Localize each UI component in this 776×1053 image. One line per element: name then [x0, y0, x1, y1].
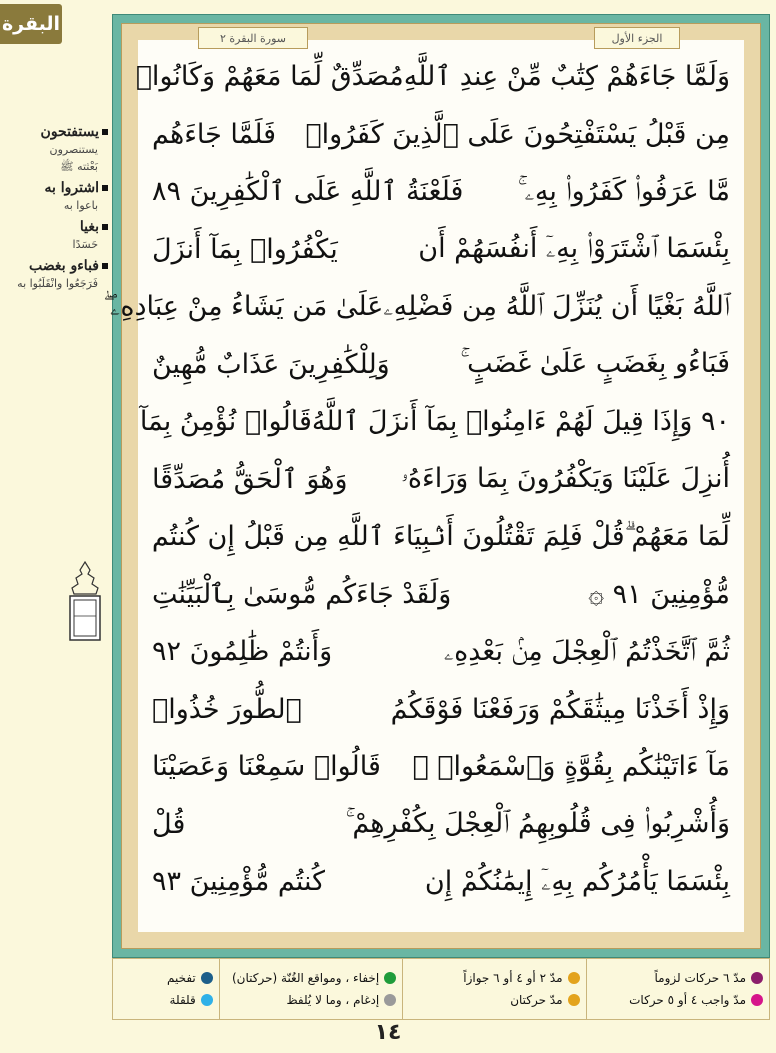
- verse-line: [152, 566, 730, 624]
- verse-segment: قُلْ: [152, 808, 186, 840]
- color-dot-icon: [201, 972, 213, 984]
- verse-line: [152, 336, 730, 394]
- verse-line: [103, 278, 730, 336]
- verse-segment: فَلَعْنَةُ ٱللَّهِ عَلَى ٱلْكَٰفِرِينَ ٨٩: [152, 176, 464, 208]
- quran-text-area: [103, 31, 744, 932]
- ornamental-border: [103, 23, 761, 949]
- legend-label: مدّ ٢ أو ٤ أو ٦ جوازاً: [463, 971, 563, 985]
- legend-item: [409, 967, 579, 989]
- page-frame: [103, 14, 770, 958]
- verse-line: [152, 451, 730, 509]
- verse-segment: كُنتُم مُّؤْمِنِينَ ٩٣: [152, 866, 326, 898]
- verse-segment: قَالُوا۟ سَمِعْنَا وَعَصَيْنَا: [152, 751, 381, 783]
- verse-segment: مِن قَبْلُ يَسْتَفْتِحُونَ عَلَى ٱلَّذِينَ كَفَرُوا۟: [305, 118, 730, 150]
- verse-segment: مُّؤْمِنِينَ ٩١ ۞: [588, 578, 730, 610]
- glossary-meaning: بَعْثته ﷺ: [60, 160, 98, 173]
- color-dot-icon: [568, 972, 580, 984]
- verse-line: [152, 508, 730, 566]
- verse-segment: أُنزِلَ عَلَيْنَا وَيَكْفُرُونَ بِمَا وَرَاءَهُۥ: [401, 463, 730, 495]
- verse-segment: مُصَدِّقٌ لِّمَا مَعَهُمْ وَكَانُوا۟: [135, 61, 404, 93]
- verse-segment: ٱلطُّورَ خُذُوا۟: [152, 693, 302, 725]
- legend-item: [226, 989, 396, 1011]
- legend-column: [219, 959, 402, 1019]
- legend-column: [113, 959, 219, 1019]
- page-number: ١٤: [374, 1020, 402, 1045]
- verse-segment: مَآ ءَاتَيْنَٰكُم بِقُوَّةٍ وَٱسْمَعُوا۟ ۖ: [412, 751, 730, 783]
- glossary-word: بغيا: [0, 219, 112, 235]
- legend-item: [593, 989, 763, 1011]
- verse-segment: بِئْسَمَا يَأْمُرُكُم بِهِۦٓ إِيمَٰنُكُمْ إِن: [424, 865, 730, 897]
- verse-segment: مَّا عَرَفُوا۟ كَفَرُوا۟ بِهِۦ ۚ: [517, 175, 730, 207]
- color-dot-icon: [568, 994, 580, 1006]
- verse-line: [152, 681, 730, 739]
- verse-line: [152, 796, 730, 854]
- color-dot-icon: [384, 972, 396, 984]
- verse-segment: وَلِلْكَٰفِرِينَ عَذَابٌ مُّهِينٌ: [152, 348, 390, 380]
- color-dot-icon: [384, 994, 396, 1006]
- legend-item: [409, 989, 579, 1011]
- bullet-icon: [102, 224, 108, 230]
- verse-line: [152, 106, 730, 164]
- verse-segment: ٱللَّهُ بَغْيًا أَن يُنَزِّلَ ٱللَّهُ مِن فَضْلِهِۦ: [383, 290, 730, 322]
- verse-segment: وَأُشْرِبُوا۟ فِى قُلُوبِهِمُ ٱلْعِجْلَ بِكُفْرِهِمْ ۚ: [345, 808, 730, 840]
- verse-lines: [103, 40, 744, 932]
- legend-label: قلقلة: [169, 993, 196, 1007]
- glossary-word: فباءو بغضب: [0, 258, 112, 274]
- hizb-marker-icon: [66, 560, 104, 644]
- verse-line: [152, 221, 730, 279]
- color-dot-icon: [201, 994, 213, 1006]
- glossary-meaning: فَرَجَعُوا وانْقَلَبُوا به: [17, 277, 98, 290]
- verse-segment: يَكْفُرُوا۟ بِمَآ أَنزَلَ: [152, 233, 338, 265]
- legend-label: تفخيم: [166, 971, 196, 985]
- glossary-meaning: يستنصرون: [49, 143, 98, 156]
- glossary-meaning: حَسَدًا: [72, 238, 98, 251]
- bullet-icon: [102, 129, 108, 135]
- bullet-icon: [102, 185, 108, 191]
- verse-segment: عَلَىٰ مَن يَشَاءُ مِنْ عِبَادِهِۦ ۖ: [103, 290, 384, 322]
- tajweed-legend: [112, 958, 770, 1020]
- legend-column: [586, 959, 769, 1019]
- legend-column: [402, 959, 585, 1019]
- legend-label: مدّ ٦ حركات لزوماً: [654, 971, 746, 985]
- juz-header-label: الجزء الأول: [594, 27, 680, 49]
- verse-segment: قُلْ فَلِمَ تَقْتُلُونَ أَنۢبِيَاءَ ٱللَّهِ مِن قَبْلُ إِن كُنتُم: [151, 521, 625, 553]
- bullet-icon: [102, 263, 108, 269]
- surah-name-tab: البقرة: [0, 4, 62, 44]
- verse-line: [152, 738, 730, 796]
- verse-segment: ٩٠ وَإِذَا قِيلَ لَهُمْ ءَامِنُوا۟ بِمَآ أَنزَلَ ٱللَّهُ: [311, 406, 730, 438]
- verse-segment: قَالُوا۟ نُؤْمِنُ بِمَآ: [139, 406, 312, 438]
- glossary-meaning: باعوا به: [63, 199, 98, 212]
- glossary-word: اشتروا به: [0, 180, 112, 196]
- verse-line: [152, 163, 730, 221]
- verse-segment: فَلَمَّا جَاءَهُم: [152, 118, 277, 150]
- verse-segment: وَهُوَ ٱلْحَقُّ مُصَدِّقًا: [152, 463, 348, 495]
- legend-label: مدّ حركتان: [510, 993, 563, 1007]
- legend-label: إخفاء ، ومواقع الغُنّة (حركتان): [231, 971, 380, 985]
- verse-line: [139, 393, 730, 451]
- legend-label: مدّ واجب ٤ أو ٥ حركات: [629, 993, 746, 1007]
- verse-line: [152, 623, 730, 681]
- verse-segment: ثُمَّ ٱتَّخَذْتُمُ ٱلْعِجْلَ مِنۢ بَعْدِهِۦ: [443, 635, 730, 667]
- glossary-word: يستفتحون: [0, 124, 112, 140]
- legend-label: إدغام ، وما لا يُلفظ: [286, 993, 380, 1007]
- legend-item: [119, 967, 213, 989]
- verse-segment: وَإِذْ أَخَذْنَا مِيثَٰقَكُمْ وَرَفَعْنَا فَوْقَكُمُ: [390, 693, 730, 725]
- verse-segment: وَأَنتُمْ ظَٰلِمُونَ ٩٢: [152, 636, 333, 668]
- verse-line: [152, 853, 730, 911]
- verse-segment: بِئْسَمَا ٱشْتَرَوْا۟ بِهِۦٓ أَنفُسَهُمْ أَن: [418, 233, 730, 265]
- glossary-margin: [0, 118, 112, 291]
- legend-item: [593, 967, 763, 989]
- legend-item: [226, 967, 396, 989]
- verse-segment: وَلَمَّا جَاءَهُمْ كِتَٰبٌ مِّنْ عِندِ ٱللَّهِ: [403, 61, 730, 93]
- verse-segment: لِّمَا مَعَهُمْ ۗ: [624, 520, 730, 552]
- verse-segment: فَبَاءُو بِغَضَبٍ عَلَىٰ غَضَبٍ ۚ: [460, 348, 730, 380]
- color-dot-icon: [751, 972, 763, 984]
- surah-header-label: سورة البقرة ٢: [198, 27, 308, 49]
- legend-item: [119, 989, 213, 1011]
- color-dot-icon: [751, 994, 763, 1006]
- verse-segment: وَلَقَدْ جَاءَكُم مُّوسَىٰ بِٱلْبَيِّنَٰتِ: [152, 578, 452, 610]
- verse-line: [135, 48, 730, 106]
